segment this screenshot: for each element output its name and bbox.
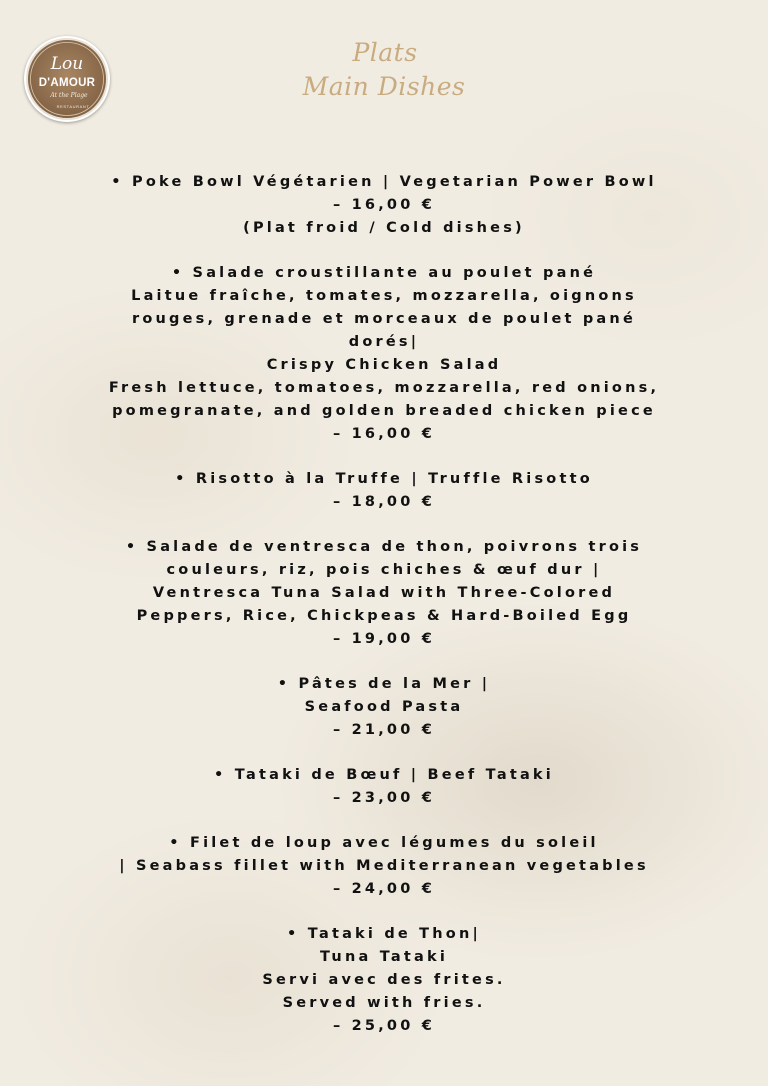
dish-line: (Plat froid / Cold dishes): [243, 220, 525, 236]
dish-line: • Poke Bowl Végétarien | Vegetarian Power Bowl: [111, 174, 657, 190]
dish-line: – 23,00 €: [332, 790, 436, 806]
dish-line: Served with fries.: [282, 995, 486, 1011]
dish-item: [0, 468, 768, 514]
dish-line: dorés|: [348, 334, 420, 350]
dish-line: • Filet de loup avec légumes du soleil: [169, 835, 599, 851]
dish-item: [0, 764, 768, 810]
dish-line: – 21,00 €: [332, 722, 436, 738]
dish-line: Seafood Pasta: [304, 699, 464, 715]
logo-tagline: At the Plage: [50, 92, 88, 99]
logo-brand-line1: Lou: [50, 54, 84, 74]
dish-list: [0, 171, 768, 1060]
dish-line: – 25,00 €: [332, 1018, 436, 1034]
dish-line: – 19,00 €: [332, 631, 436, 647]
dish-line: – 16,00 €: [332, 426, 436, 442]
page-heading: [0, 40, 768, 99]
dish-line: • Salade de ventresca de thon, poivrons trois: [125, 539, 643, 555]
dish-line: – 18,00 €: [332, 494, 436, 510]
dish-item: [0, 262, 768, 446]
dish-item: [0, 171, 768, 240]
dish-line: pomegranate, and golden breaded chicken piece: [112, 403, 656, 419]
dish-line: Fresh lettuce, tomatoes, mozzarella, red onions,: [108, 380, 660, 396]
dish-line: rouges, grenade et morceaux de poulet pané: [132, 311, 636, 327]
dish-line: Peppers, Rice, Chickpeas & Hard-Boiled Egg: [136, 608, 632, 624]
dish-item: [0, 673, 768, 742]
dish-line: – 16,00 €: [332, 197, 436, 213]
dish-line: Crispy Chicken Salad: [266, 357, 502, 373]
dish-line: Servi avec des frites.: [262, 972, 506, 988]
dish-line: | Seabass fillet with Mediterranean vegetables: [119, 858, 649, 874]
dish-line: Laitue fraîche, tomates, mozzarella, oignons: [131, 288, 637, 304]
dish-line: couleurs, riz, pois chiches & œuf dur |: [166, 562, 602, 578]
logo-small-text: RESTAURANT: [56, 104, 90, 109]
heading-french: Plats: [352, 38, 418, 67]
dish-line: • Risotto à la Truffe | Truffle Risotto: [175, 471, 593, 487]
dish-item: [0, 832, 768, 901]
dish-line: • Pâtes de la Mer |: [277, 676, 491, 692]
dish-item: [0, 536, 768, 651]
heading-english: Main Dishes: [302, 72, 466, 101]
dish-line: • Tataki de Bœuf | Beef Tataki: [214, 767, 554, 783]
dish-line: – 24,00 €: [332, 881, 436, 897]
dish-line: • Tataki de Thon|: [287, 926, 481, 942]
logo-brand-line2: D'AMOUR: [38, 77, 96, 89]
dish-item: [0, 923, 768, 1038]
dish-line: Ventresca Tuna Salad with Three-Colored: [152, 585, 616, 601]
dish-line: Tuna Tataki: [319, 949, 449, 965]
dish-line: • Salade croustillante au poulet pané: [171, 265, 597, 281]
